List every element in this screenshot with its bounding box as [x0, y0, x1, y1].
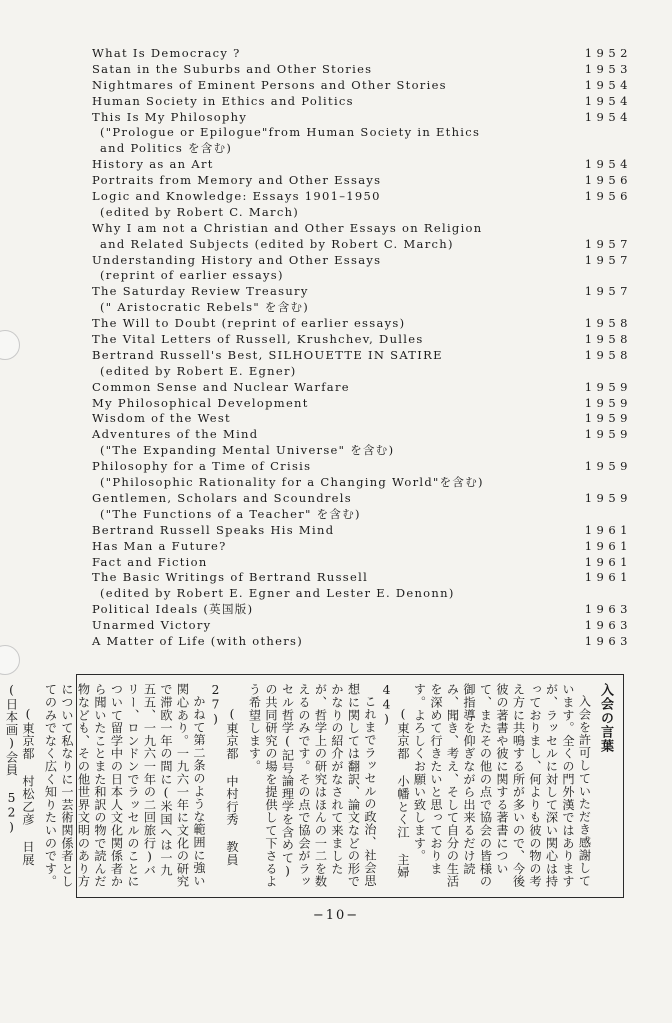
entry-year: 1963: [584, 633, 632, 648]
entry-title: Gentlemen, Scholars and Scoundrels: [92, 490, 352, 505]
comment-signature: (東京都 中村行秀 教員 27): [208, 683, 239, 867]
entry-year: 1957: [584, 284, 632, 299]
entry-title: ("The Expanding Mental Universe" を含む): [100, 443, 395, 458]
bibliography-entry: [92, 157, 632, 173]
entry-title: (edited by Robert E. Egner and Lester E. Denonn): [100, 586, 455, 601]
entry-year: 1954: [584, 93, 632, 108]
entry-title: (edited by Robert E. Egner): [100, 363, 297, 378]
entry-title: (" Aristocratic Rebels" を含む): [100, 300, 310, 315]
entry-year: 1961: [584, 554, 632, 569]
entry-year: 1959: [584, 427, 632, 442]
entry-title: Satan in the Suburbs and Other Stories: [92, 61, 373, 76]
entry-year: 1954: [584, 109, 632, 124]
bibliography-entry: [92, 110, 632, 126]
bibliography-entry: [92, 475, 632, 491]
entry-title: A Matter of Life (with others): [92, 633, 303, 648]
entry-title: The Saturday Review Treasury: [92, 284, 309, 299]
entry-year: 1963: [584, 602, 632, 617]
entry-title: Wisdom of the West: [92, 411, 231, 426]
bibliography-entry: [92, 555, 632, 571]
entry-title: Bertrand Russell Speaks His Mind: [92, 522, 335, 537]
comment-paragraph: これまでラッセルの政治、社会思想に関しては翻訳、論文などの形でかなりの紹介がなされて来ましたが、哲学上の研究はほんの一二を数えるのみです。その点で協会がラッセル哲学(記号論理学を含めて)の共同研究の場を提供して下さるよう希望します。: [247, 683, 377, 888]
bibliography-entry: [92, 316, 632, 332]
bibliography-entry: [92, 284, 632, 300]
entry-year: 1956: [584, 173, 632, 188]
entry-year: 1959: [584, 395, 632, 410]
entry-year: 1961: [584, 570, 632, 585]
bibliography-entry: [92, 268, 632, 284]
entry-title: Nightmares of Eminent Persons and Other Stories: [92, 77, 447, 92]
punch-hole: [0, 645, 20, 675]
entry-title: Human Society in Ethics and Politics: [92, 93, 354, 108]
entry-title: The Vital Letters of Russell, Krushchev, Dulles: [92, 332, 424, 347]
entry-title: ("The Functions of a Teacher" を含む): [100, 506, 361, 521]
bibliography-entry: [92, 523, 632, 539]
entry-title: Why I am not a Christian and Other Essays on Religion: [92, 220, 483, 235]
bibliography-entry: [92, 46, 632, 62]
bibliography-entry: [92, 141, 632, 157]
bibliography-entry: [92, 459, 632, 475]
entry-title: My Philosophical Development: [92, 395, 309, 410]
entry-title: Political Ideals (英国版): [92, 602, 254, 617]
entry-title: Bertrand Russell's Best, SILHOUETTE IN SATIRE: [92, 347, 443, 362]
punch-hole: [0, 330, 20, 360]
entry-title: ("Prologue or Epilogue"from Human Society in Ethics: [100, 125, 481, 140]
entry-year: 1956: [584, 189, 632, 204]
entry-title: Fact and Fiction: [92, 554, 208, 569]
bibliography-entry: [92, 173, 632, 189]
bibliography-list: [92, 46, 632, 650]
entry-year: 1952: [584, 46, 632, 60]
entry-title: History as an Art: [92, 157, 214, 172]
bibliography-entry: [92, 586, 632, 602]
entry-year: 1957: [584, 236, 632, 251]
bibliography-entry: [92, 491, 632, 507]
entry-title: The Will to Doubt (reprint of earlier essays): [92, 316, 406, 331]
bibliography-entry: [92, 411, 632, 427]
entry-year: 1958: [584, 316, 632, 331]
entry-title: (reprint of earlier essays): [100, 268, 284, 283]
entry-title: Logic and Knowledge: Essays 1901–1950: [92, 189, 381, 204]
bibliography-entry: [92, 189, 632, 205]
entry-title: This Is My Philosophy: [92, 109, 248, 124]
member-comments-box: [4, 674, 624, 898]
comment-signature: (東京都 小幡とく江 主婦 44): [379, 683, 410, 880]
entry-year: 1959: [584, 490, 632, 505]
entry-title: Unarmed Victory: [92, 618, 212, 633]
bibliography-entry: [92, 78, 632, 94]
entry-year: 1954: [584, 77, 632, 92]
comment-signature: (東京都 村松乙彦 日展(日本画)会員 52): [4, 683, 35, 867]
entry-title: Philosophy for a Time of Crisis: [92, 459, 312, 474]
entry-title: The Basic Writings of Bertrand Russell: [92, 570, 369, 585]
entry-year: 1957: [584, 252, 632, 267]
entry-year: 1958: [584, 332, 632, 347]
bibliography-entry: [92, 332, 632, 348]
entry-year: 1961: [584, 522, 632, 537]
entry-year: 1954: [584, 157, 632, 172]
entry-title: and Related Subjects (edited by Robert C. March): [100, 236, 454, 251]
bibliography-entry: [92, 348, 632, 364]
entry-title: (edited by Robert C. March): [100, 204, 300, 219]
bibliography-entry: [92, 539, 632, 555]
entry-title: Has Man a Future?: [92, 538, 227, 553]
bibliography-entry: [92, 427, 632, 443]
bibliography-entry: [92, 94, 632, 110]
entry-year: 1958: [584, 347, 632, 362]
bibliography-entry: [92, 396, 632, 412]
entry-year: 1961: [584, 538, 632, 553]
member-comments-text: [4, 683, 613, 889]
entry-year: 1963: [584, 618, 632, 633]
bibliography-entry: [92, 570, 632, 586]
bibliography-entry: [92, 237, 632, 253]
entry-title: Portraits from Memory and Other Essays: [92, 173, 382, 188]
comment-paragraph: かねて第二条のような範囲に強い関心あり。一九六一年に文化の研究で滞欧一年の間に(米国へは一九五五、一九六一年の二回旅行)バリー、ロンドンでラッセルのことについて留学中の日本人文化関係者から聞いたことまた和訳の物で読んだ物なども、その他世界文明のあり方について私なりに一芸術関係者としてのみでなく広く知りたいのです。: [43, 683, 206, 888]
bibliography-entry: [92, 221, 632, 237]
page-number: −10−: [312, 908, 360, 923]
entry-year: 1959: [584, 459, 632, 474]
entry-year: 1959: [584, 379, 632, 394]
bibliography-entry: [92, 618, 632, 634]
bibliography-entry: [92, 507, 632, 523]
section-heading: 入会の言葉: [598, 683, 613, 753]
entry-title: What Is Democracy ?: [92, 46, 241, 60]
bibliography-entry: [92, 602, 632, 618]
entry-year: 1953: [584, 61, 632, 76]
bibliography-entry: [92, 205, 632, 221]
bibliography-entry: [92, 300, 632, 316]
bibliography-entry: [92, 253, 632, 269]
entry-title: ("Philosophic Rationality for a Changing World"を含む): [100, 475, 484, 490]
bibliography-entry: [92, 634, 632, 650]
entry-title: and Politics を含む): [100, 141, 233, 156]
bibliography-entry: [92, 380, 632, 396]
comment-paragraph: 入会を許可していただき感謝しています。全くの門外漢ではありますが、ラッセルに対して深い関心は持っておりまし、何よりも彼の物の考え方に共鳴する所が多いので、今後彼の著書や彼に関する著書について、またその他の点で協会の皆様の御指導を仰ぎながら出来るだけ読み、聞き、考え、そして自分の生活を深めて行きたいと思っております。よろしくお願い致します。: [412, 683, 592, 888]
entry-title: Adventures of the Mind: [92, 427, 259, 442]
bibliography-entry: [92, 125, 632, 141]
bibliography-entry: [92, 364, 632, 380]
entry-title: Understanding History and Other Essays: [92, 252, 382, 267]
bibliography-entry: [92, 62, 632, 78]
entry-year: 1959: [584, 411, 632, 426]
bibliography-entry: [92, 443, 632, 459]
entry-title: Common Sense and Nuclear Warfare: [92, 379, 350, 394]
